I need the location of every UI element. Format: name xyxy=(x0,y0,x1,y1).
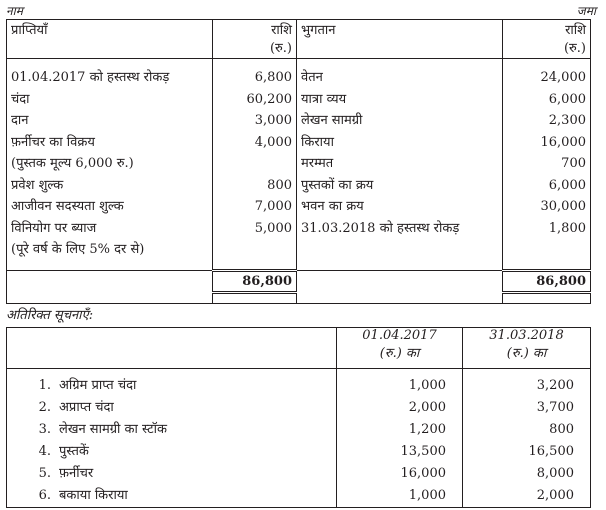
item-cell xyxy=(7,441,337,463)
payments-column-header: भुगतान xyxy=(297,20,503,59)
payment-amount: 6,000 xyxy=(503,89,591,111)
ledger-row xyxy=(7,175,591,197)
item-cell xyxy=(7,397,337,419)
item-label: फ़र्नीचर xyxy=(59,466,94,481)
value-2018: 2,000 xyxy=(463,485,591,508)
payment-label: किराया xyxy=(297,132,503,154)
additional-info-row xyxy=(7,375,591,397)
receipt-amount xyxy=(213,239,297,261)
date1-column-header: 01.04.2017 (रु.) का xyxy=(337,328,463,369)
receipts-column-header: प्राप्तियाँ xyxy=(7,20,213,59)
receipt-label: (पूरे वर्ष के लिए 5% दर से) xyxy=(7,239,213,261)
value-2018: 800 xyxy=(463,419,591,441)
item-label: लेखन सामग्री का स्टॉक xyxy=(59,422,167,437)
total-receipts: 86,800 xyxy=(213,270,297,292)
additional-info-row xyxy=(7,463,591,485)
debit-header: नाम xyxy=(6,4,23,18)
payment-amount: 16,000 xyxy=(503,132,591,154)
value-2018: 8,000 xyxy=(463,463,591,485)
ledger-row xyxy=(7,89,591,111)
value-2018: 3,200 xyxy=(463,375,591,397)
item-number: 2. xyxy=(38,400,51,415)
payments-amount-column-header: राशि (रु.) xyxy=(503,20,591,59)
ledger-row xyxy=(7,218,591,240)
credit-header: जमा xyxy=(576,4,596,18)
receipt-label: आजीवन सदस्यता शुल्क xyxy=(7,196,213,218)
receipt-amount: 7,000 xyxy=(213,196,297,218)
receipt-label: 01.04.2017 को हस्तस्थ रोकड़ xyxy=(7,67,213,89)
payment-amount: 2,300 xyxy=(503,110,591,132)
ledger-row xyxy=(7,67,591,89)
receipt-label: विनियोग पर ब्याज xyxy=(7,218,213,240)
item-label: पुस्तकें xyxy=(59,444,89,459)
receipts-table-header xyxy=(7,20,591,59)
value-2017: 13,500 xyxy=(337,441,463,463)
item-cell xyxy=(7,375,337,397)
payment-label: वेतन xyxy=(297,67,503,89)
value-2017: 1,200 xyxy=(337,419,463,441)
receipt-amount xyxy=(213,153,297,175)
receipt-label: फ़र्नीचर का विक्रय xyxy=(7,132,213,154)
ledger-row xyxy=(7,132,591,154)
receipt-amount: 6,800 xyxy=(213,67,297,89)
receipt-label: चंदा xyxy=(7,89,213,111)
receipts-payments-table xyxy=(6,19,591,304)
item-number: 3. xyxy=(38,422,51,437)
total-payments: 86,800 xyxy=(503,270,591,292)
additional-info-row xyxy=(7,441,591,463)
receipt-amount: 5,000 xyxy=(213,218,297,240)
value-2017: 16,000 xyxy=(337,463,463,485)
payment-amount: 1,800 xyxy=(503,218,591,240)
additional-info-table xyxy=(6,327,591,508)
receipt-amount: 800 xyxy=(213,175,297,197)
additional-info-row xyxy=(7,397,591,419)
payment-amount: 700 xyxy=(503,153,591,175)
receipt-amount: 60,200 xyxy=(213,89,297,111)
receipt-label: दान xyxy=(7,110,213,132)
value-2018: 3,700 xyxy=(463,397,591,419)
receipt-label: (पुस्तक मूल्य 6,000 रु.) xyxy=(7,153,213,175)
payment-label: यात्रा व्यय xyxy=(297,89,503,111)
receipt-amount: 4,000 xyxy=(213,132,297,154)
payment-amount: 6,000 xyxy=(503,175,591,197)
date2-column-header: 31.03.2018 (रु.) का xyxy=(463,328,591,369)
payment-label: मरम्मत xyxy=(297,153,503,175)
payment-amount xyxy=(503,239,591,261)
item-label: अग्रिम प्राप्त चंदा xyxy=(59,378,137,393)
item-label: अप्राप्त चंदा xyxy=(59,400,114,415)
ledger-row xyxy=(7,110,591,132)
item-cell xyxy=(7,419,337,441)
item-number: 6. xyxy=(38,488,51,503)
item-number: 1. xyxy=(38,378,51,393)
payment-label: पुस्तकों का क्रय xyxy=(297,175,503,197)
receipts-amount-column-header: राशि (रु.) xyxy=(213,20,297,59)
ledger-row xyxy=(7,153,591,175)
total-row xyxy=(7,270,591,292)
item-cell xyxy=(7,485,337,508)
additional-info-title: अतिरिक्त सूचनाएँ: xyxy=(6,308,94,323)
value-2018: 16,500 xyxy=(463,441,591,463)
item-label: बकाया किराया xyxy=(59,488,128,503)
payment-label: 31.03.2018 को हस्तस्थ रोकड़ xyxy=(297,218,503,240)
payment-label: लेखन सामग्री xyxy=(297,110,503,132)
payment-amount: 24,000 xyxy=(503,67,591,89)
receipt-amount: 3,000 xyxy=(213,110,297,132)
value-2017: 2,000 xyxy=(337,397,463,419)
additional-info-row xyxy=(7,419,591,441)
payment-label xyxy=(297,239,503,261)
additional-info-row xyxy=(7,485,591,508)
value-2017: 1,000 xyxy=(337,375,463,397)
payment-label: भवन का क्रय xyxy=(297,196,503,218)
ledger-row xyxy=(7,196,591,218)
item-number: 4. xyxy=(38,444,51,459)
item-number: 5. xyxy=(38,466,51,481)
receipt-label: प्रवेश शुल्क xyxy=(7,175,213,197)
item-cell xyxy=(7,463,337,485)
payment-amount: 30,000 xyxy=(503,196,591,218)
additional-info-header xyxy=(7,328,591,369)
value-2017: 1,000 xyxy=(337,485,463,508)
ledger-row xyxy=(7,239,591,261)
